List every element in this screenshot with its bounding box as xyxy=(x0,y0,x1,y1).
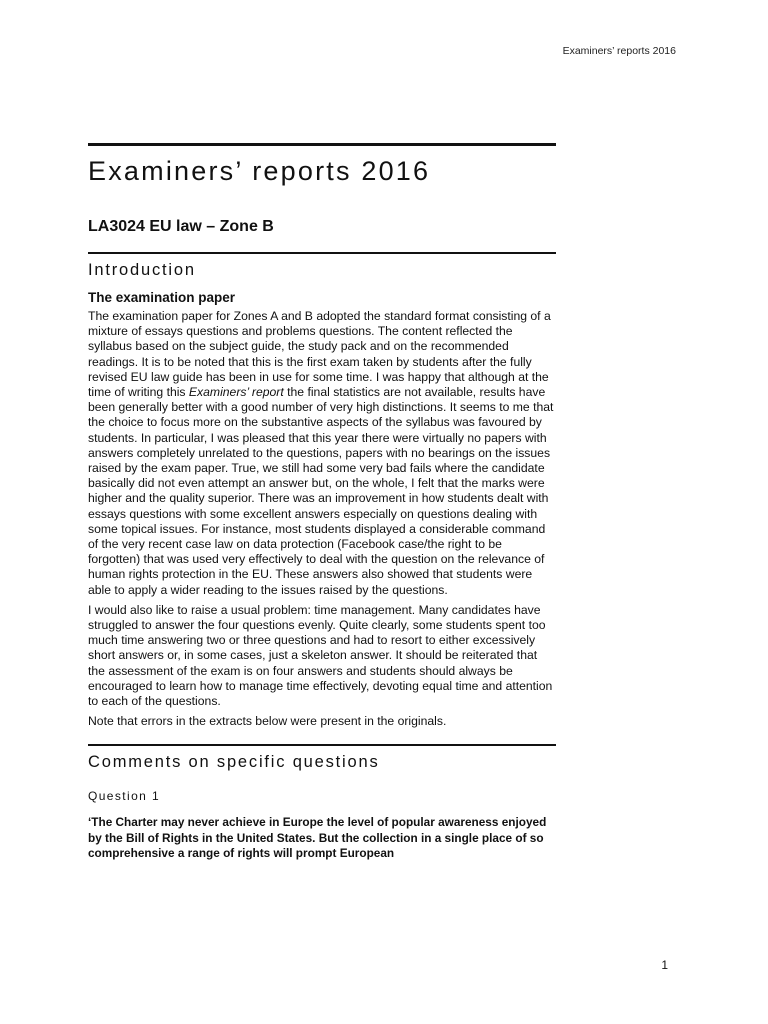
paragraph-1-italic: Examiners’ report xyxy=(188,385,284,400)
course-title: LA3024 EU law – Zone B xyxy=(88,218,274,235)
examination-paper-subheading: The examination paper xyxy=(88,290,236,305)
question-1-label: Question 1 xyxy=(88,789,161,804)
introduction-rule xyxy=(88,252,556,254)
running-header: Examiners’ reports 2016 xyxy=(562,45,676,57)
introduction-section xyxy=(88,252,556,729)
document-title: Examiners’ reports 2016 xyxy=(88,156,431,186)
title-rule xyxy=(88,143,556,146)
question-1-text: ‘The Charter may never achieve in Europe the level of popular awareness enjoyed by the Bill of Rights in the United States. But the collection in a single place of so comprehensive a range of rights will prompt European xyxy=(88,815,547,860)
introduction-heading: Introduction xyxy=(88,261,196,279)
page-number: 1 xyxy=(661,958,668,972)
comments-section xyxy=(88,744,556,861)
introduction-paragraph-2: I would also like to raise a usual problem: time management. Many candidates have struggled to answer the four questions evenly. Quite clearly, some students spent too much time answering two or three questions and had to resort to either excessively short answers or, in some cases, just a skeleton answer. It should be reiterated that the assessment of the exam is on four answers and students should always be encouraged to learn how to manage time effectively, devoting equal time and attention to each of the questions. xyxy=(88,602,553,709)
introduction-paragraph-3: Note that errors in the extracts below were present in the originals. xyxy=(88,714,447,729)
paragraph-1-text-b: the final statistics are not available, results have been generally better with a good number of very high distinctions. It seems to me that the choice to focus more on the substantive aspects of the syllabus was favoured by students. In particular, I was pleased that this year there were virtually no papers with answers completely unrelated to the questions, papers with no bearings on the issues raised by the exam paper. True, we still had some very bad fails where the candidate basically did not even attempt an answer but, on the whole, I felt that the marks were higher and the quality superior. There was an improvement in how students dealt with essays questions with some excellent answers especially on questions dealing with some topical issues. For instance, most students displayed a considerable command of the very recent case law on data protection (Facebook case/the right to be forgotten) that was used very effectively to deal with the question on the relevance of human rights protection in the EU. These answers also showed that students were able to apply a wider reading to the issues raised by the questions. xyxy=(88,385,554,597)
introduction-paragraph-1 xyxy=(88,309,556,598)
comments-heading: Comments on specific questions xyxy=(88,753,380,772)
comments-rule xyxy=(88,744,556,746)
paragraph-1-text-a: The examination paper for Zones A and B adopted the standard format consisting of a mixture of essays questions and problems questions. The content reflected the syllabus based on the subject guide, the study pack and on the recommended readings. It is to be noted that this is the first exam taken by students after the fully revised EU law guide has been in use for some time. I was happy that although at the time of writing this xyxy=(88,309,551,400)
document-body xyxy=(88,143,556,861)
